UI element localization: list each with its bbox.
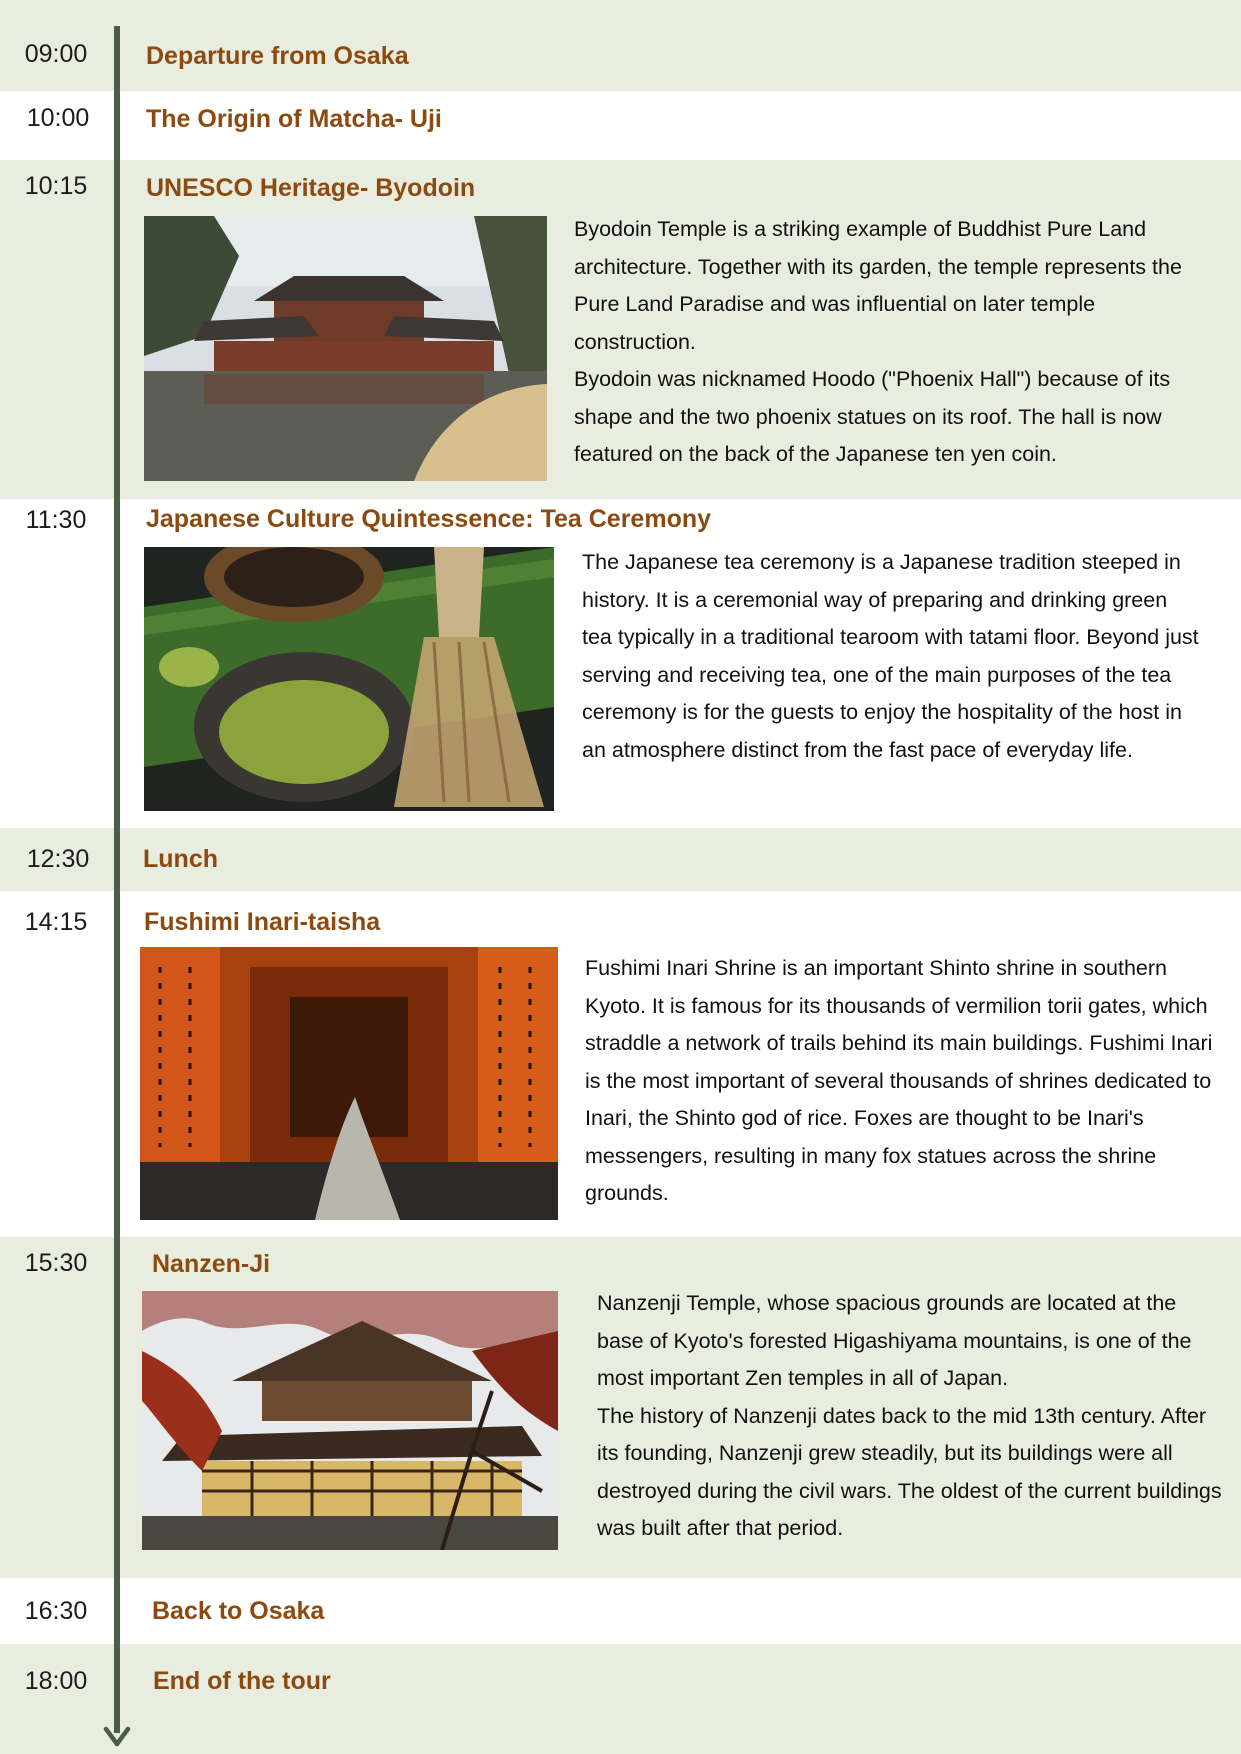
time-label: 11:30 <box>25 506 87 534</box>
stop-description <box>597 1285 1222 1548</box>
byodoin-photo <box>144 216 547 481</box>
timeline-axis <box>114 26 120 1733</box>
stop-title: UNESCO Heritage- Byodoin <box>146 174 476 202</box>
time-label: 14:15 <box>24 908 88 936</box>
fushimi-inari-photo <box>140 947 558 1220</box>
tea-ceremony-photo <box>144 547 554 811</box>
nanzenji-photo <box>142 1291 558 1550</box>
stop-description <box>582 544 1202 769</box>
time-label: 18:00 <box>24 1667 88 1695</box>
stop-title: Lunch <box>143 845 218 873</box>
time-label: 12:30 <box>26 845 90 873</box>
time-label: 15:30 <box>24 1249 88 1277</box>
stop-title: Departure from Osaka <box>146 42 409 70</box>
stop-title: The Origin of Matcha- Uji <box>146 105 442 133</box>
time-label: 09:00 <box>24 40 88 68</box>
timeline-arrow-icon <box>103 1726 131 1748</box>
stop-title: Back to Osaka <box>152 1597 325 1625</box>
stop-description <box>585 950 1215 1213</box>
description-paragraph: The history of Nanzenji dates back to the mid 13th century. After its founding, Nanzenji grew steadily, but its buildings were all destroyed during the civil wars. The oldest of the current buildings was built after that period. <box>597 1403 1222 1540</box>
description-paragraph: Nanzenji Temple, whose spacious grounds are located at the base of Kyoto's forested Higashiyama mountains, is one of the most important Zen temples in all of Japan. <box>597 1291 1192 1390</box>
description-paragraph: Byodoin was nicknamed Hoodo ("Phoenix Hall") because of its shape and the two phoenix statues on its roof. The hall is now featured on the back of the Japanese ten yen coin. <box>574 367 1171 466</box>
stop-description <box>574 211 1204 474</box>
stop-title: Japanese Culture Quintessence: Tea Ceremony <box>146 505 712 533</box>
stop-title: End of the tour <box>153 1667 331 1695</box>
time-label: 10:15 <box>24 172 88 200</box>
description-paragraph: Byodoin Temple is a striking example of Buddhist Pure Land architecture. Together with its garden, the temple represents the Pure Land Paradise and was influential on later temple construction. <box>574 217 1182 354</box>
band-1800 <box>0 1644 1241 1754</box>
stop-title: Nanzen-Ji <box>152 1250 271 1278</box>
stop-title: Fushimi Inari-taisha <box>144 908 381 936</box>
description-paragraph: Fushimi Inari Shrine is an important Shinto shrine in southern Kyoto. It is famous for its thousands of vermilion torii gates, which straddle a network of trails behind its main buildings. Fushimi Inari is the most important of several thousands of shrines dedicated to Inari, the Shinto god of rice. Foxes are thought to be Inari's messengers, resulting in many fox statues across the shrine grounds. <box>585 956 1213 1205</box>
time-label: 10:00 <box>26 104 90 132</box>
description-paragraph: The Japanese tea ceremony is a Japanese tradition steeped in history. It is a ceremonial way of preparing and drinking green tea typically in a traditional tearoom with tatami floor. Beyond just serving and receiving tea, one of the main purposes of the tea ceremony is for the guests to enjoy the hospitality of the host in an atmosphere distinct from the fast pace of everyday life. <box>582 550 1199 762</box>
time-label: 16:30 <box>24 1597 88 1625</box>
